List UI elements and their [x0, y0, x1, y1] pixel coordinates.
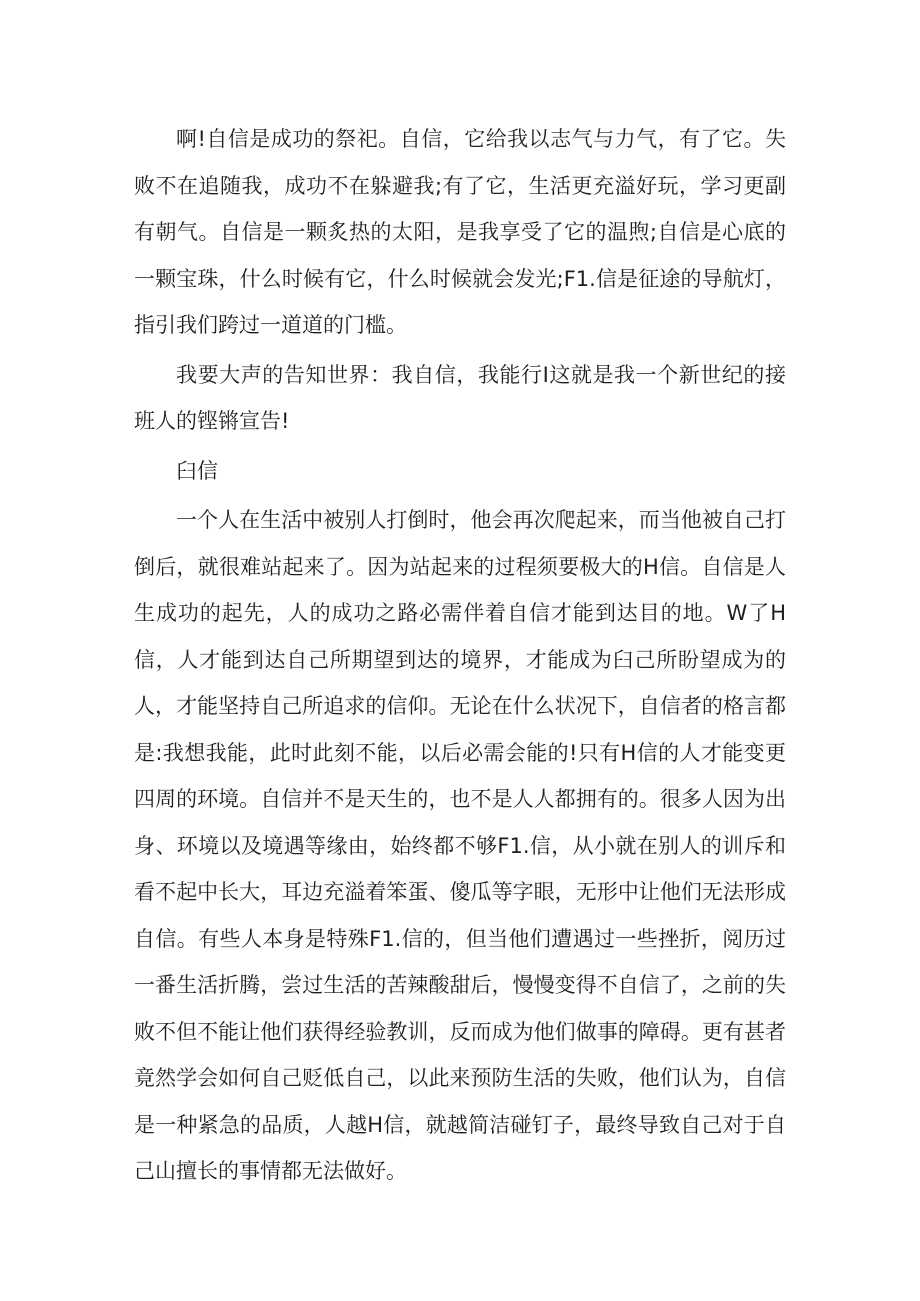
paragraph-1: 啊!自信是成功的祭祀。自信，它给我以志气与力气，有了它。失败不在追随我，成功不在躲避我;有了它，生活更充溢好玩，学习更副有朝气。自信是一颗炙热的太阳，是我享受了它的温煦;自信是心底的一颗宝珠，什么时候有它，什么时候就会发光;F1.信是征途的导航灯，指引我们跨过一道道的门槛。 — [134, 127, 786, 337]
document-body — [134, 116, 786, 1195]
paragraph-3: 一个人在生活中被别人打倒时，他会再次爬起来，而当他被自己打倒后，就很难站起来了。因为站起来的过程须要极大的H信。自信是人生成功的起先，人的成功之路必需伴着自信才能到达目的地。W了H信，人才能到达自己所期望到达的境界，才能成为臼己所盼望成为的人，才能坚持自己所追求的信仰。无论在什么状况下，自信者的格言都是:我想我能，此时此刻不能，以后必需会能的!只有H信的人才能变更四周的环境。自信并不是天生的，也不是人人都拥有的。很多人因为出身、环境以及境遇等缘由，始终都不够F1.信，从小就在别人的训斥和看不起中长大，耳边充溢着笨蛋、傻瓜等字眼，无形中让他们无法形成自信。有些人本身是特殊F1.信的，但当他们遭遇过一些挫折，阅历过一番生活折腾，尝过生活的苦辣酸甜后，慢慢变得不自信了，之前的失败不但不能让他们获得经验教训，反而成为他们做事的障碍。更有甚者竟然学会如何自己贬低自己，以此来预防生活的失败，他们认为，自信是一种紧急的品质，人越H信，就越简洁碰钉子，最终导致自己对于自己山擅长的事情都无法做好。 — [134, 508, 786, 1183]
paragraph-2: 我要大声的告知世界：我自信，我能行I这就是我一个新世纪的接班人的铿锵宣告! — [134, 362, 786, 433]
section-heading: 臼信 — [176, 458, 218, 483]
